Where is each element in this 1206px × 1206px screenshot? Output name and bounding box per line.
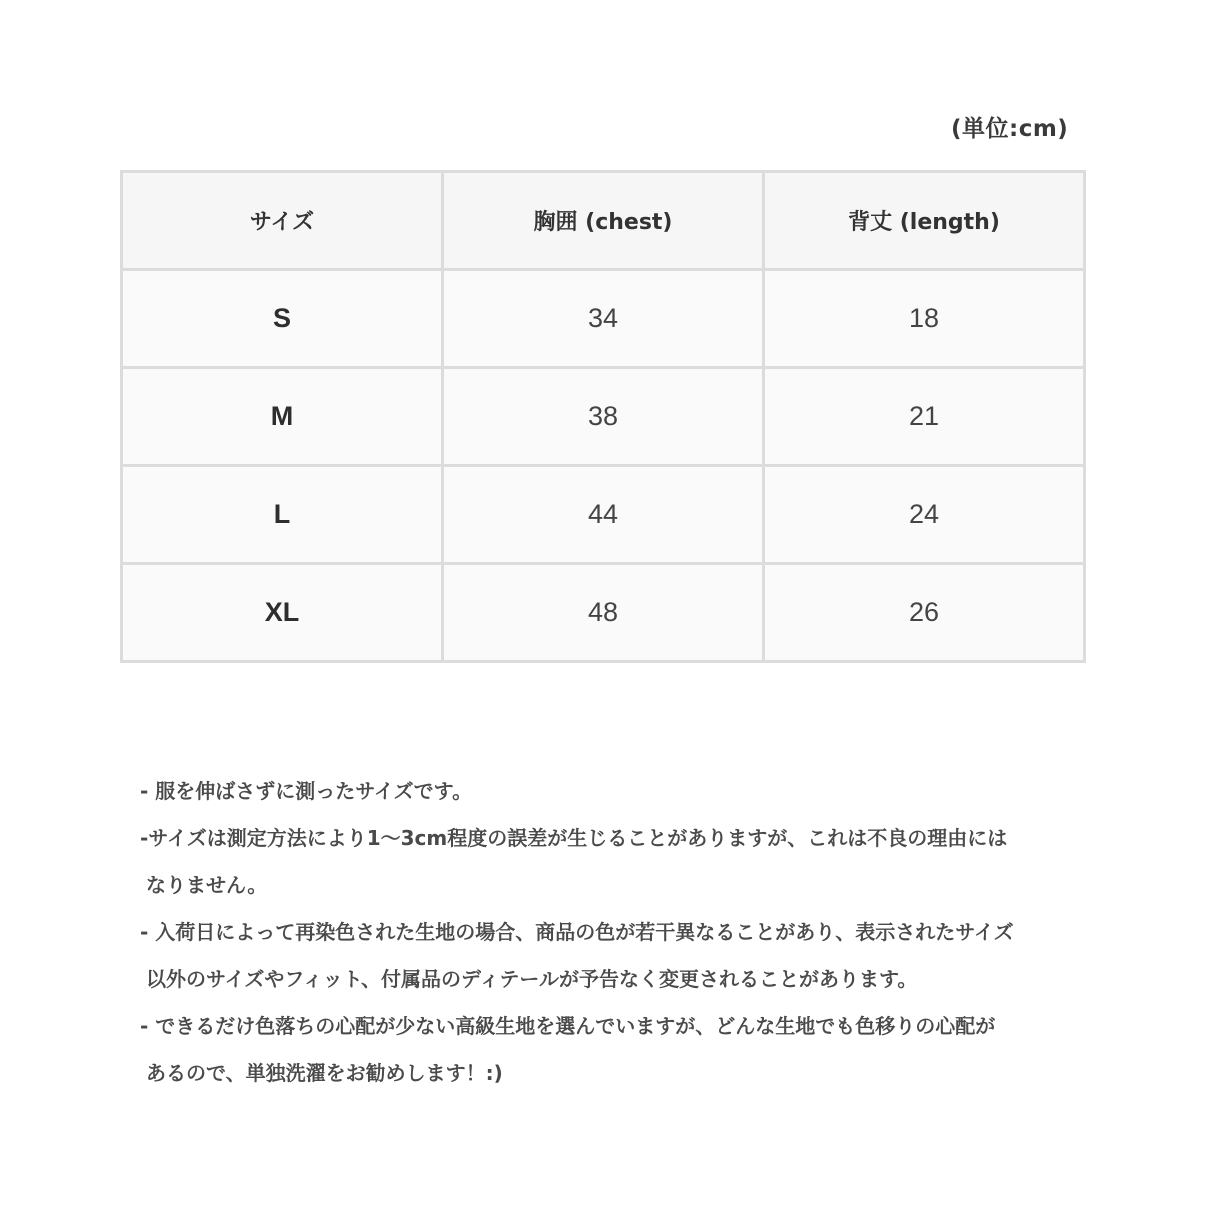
chest-cell: 38	[443, 368, 764, 466]
table-row	[122, 368, 1085, 466]
table-row	[122, 466, 1085, 564]
note-line: - 入荷日によって再染色された生地の場合、商品の色が若干異なることがあり、表示されたサイズ	[140, 920, 1014, 944]
note-line: なりません。	[146, 873, 268, 897]
size-cell: XL	[122, 564, 443, 662]
size-cell: M	[122, 368, 443, 466]
note-line: 以外のサイズやフィット、付属品のディテールが予告なく変更されることがあります。	[146, 967, 918, 991]
chest-cell: 48	[443, 564, 764, 662]
chest-cell: 44	[443, 466, 764, 564]
notes-section	[140, 768, 1180, 1097]
size-chart-table	[120, 170, 1086, 663]
note-line: -サイズは測定方法により1～3cm程度の誤差が生じることがありますが、これは不良の理由には	[140, 826, 1008, 850]
table-row	[122, 270, 1085, 368]
note-line: - 服を伸ばさずに測ったサイズです。	[140, 779, 473, 803]
note-line: - できるだけ色落ちの心配が少ない高級生地を選んでいますが、どんな生地でも色移りの心配が	[140, 1014, 996, 1038]
header-chest: 胸囲 (chest)	[443, 172, 764, 270]
length-cell: 18	[764, 270, 1085, 368]
header-length: 背丈 (length)	[764, 172, 1085, 270]
unit-label: (単位:cm)	[951, 116, 1069, 142]
note-line: あるので、単独洗濯をお勧めします！:)	[146, 1061, 503, 1085]
table-row	[122, 564, 1085, 662]
header-size: サイズ	[122, 172, 443, 270]
length-cell: 24	[764, 466, 1085, 564]
length-cell: 21	[764, 368, 1085, 466]
size-cell: S	[122, 270, 443, 368]
table-header-row	[122, 172, 1085, 270]
chest-cell: 34	[443, 270, 764, 368]
size-cell: L	[122, 466, 443, 564]
length-cell: 26	[764, 564, 1085, 662]
